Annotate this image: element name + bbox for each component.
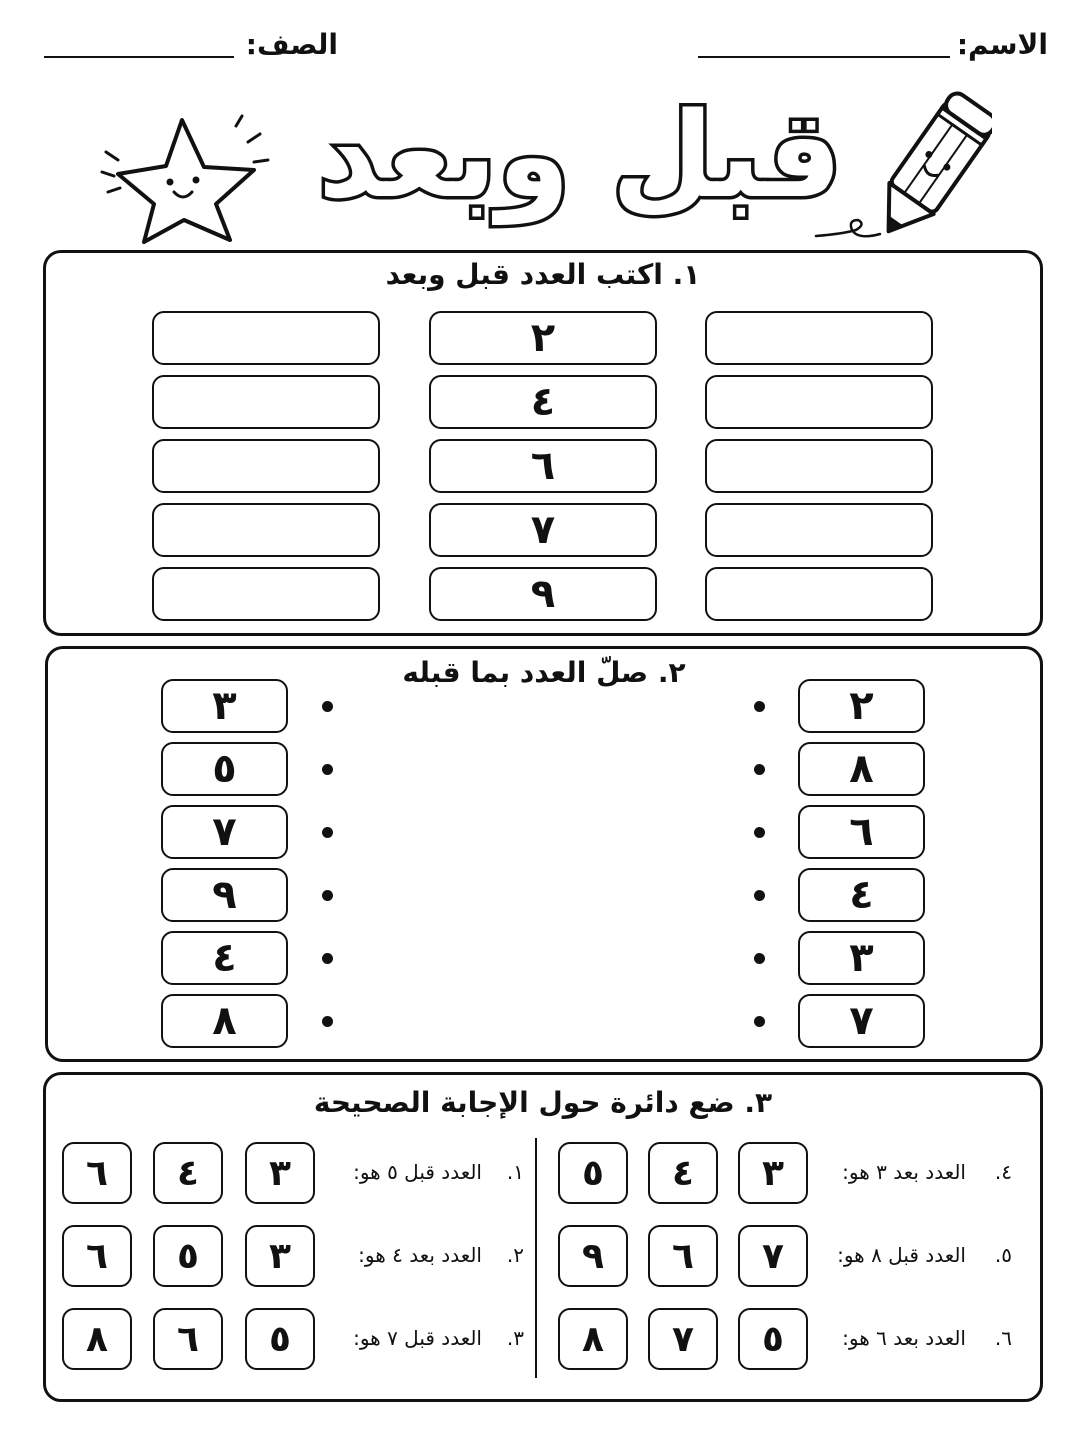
answer-choice[interactable]: ٣ [245, 1225, 315, 1287]
answer-choice[interactable]: ٣ [738, 1142, 808, 1204]
match-right-dot[interactable] [754, 764, 765, 775]
name-label: الاسم: [956, 28, 1048, 61]
before-answer-box[interactable] [152, 503, 380, 557]
class-label: الصف: [245, 28, 338, 61]
match-right-dot[interactable] [754, 890, 765, 901]
question-number: ٣. [506, 1326, 524, 1350]
answer-choice[interactable]: ٨ [558, 1308, 628, 1370]
answer-choice[interactable]: ٧ [648, 1308, 718, 1370]
given-number-box: ٤ [429, 375, 657, 429]
after-answer-box[interactable] [705, 375, 933, 429]
answer-choice[interactable]: ٦ [62, 1142, 132, 1204]
question-number: ٥. [994, 1243, 1012, 1267]
after-answer-box[interactable] [705, 311, 933, 365]
answer-choice[interactable]: ٦ [62, 1225, 132, 1287]
before-answer-box[interactable] [152, 375, 380, 429]
question-text: العدد بعد ٦ هو: [842, 1326, 966, 1350]
question-number: ٤. [994, 1160, 1012, 1184]
before-answer-box[interactable] [152, 567, 380, 621]
match-left-number: ٣ [161, 679, 288, 733]
answer-choice[interactable]: ٩ [558, 1225, 628, 1287]
match-left-dot[interactable] [322, 827, 333, 838]
answer-choice[interactable]: ٦ [153, 1308, 223, 1370]
match-left-dot[interactable] [322, 953, 333, 964]
before-answer-box[interactable] [152, 439, 380, 493]
given-number-box: ٢ [429, 311, 657, 365]
match-left-number: ٩ [161, 868, 288, 922]
section-2-title: ٢. صلّ العدد بما قبله [402, 656, 686, 689]
given-number-box: ٩ [429, 567, 657, 621]
answer-choice[interactable]: ٨ [62, 1308, 132, 1370]
answer-choice[interactable]: ٧ [738, 1225, 808, 1287]
match-left-number: ٧ [161, 805, 288, 859]
answer-choice[interactable]: ٥ [738, 1308, 808, 1370]
match-right-number: ٤ [798, 868, 925, 922]
page-title [300, 78, 860, 238]
match-left-number: ٤ [161, 931, 288, 985]
match-right-number: ٢ [798, 679, 925, 733]
after-answer-box[interactable] [705, 439, 933, 493]
section-1-title: ١. اكتب العدد قبل وبعد [385, 258, 701, 291]
page-title-text: قبل وبعد [317, 86, 843, 224]
answer-choice[interactable]: ٥ [558, 1142, 628, 1204]
match-left-dot[interactable] [322, 701, 333, 712]
match-left-number: ٨ [161, 994, 288, 1048]
answer-choice[interactable]: ٥ [245, 1308, 315, 1370]
name-field[interactable] [698, 56, 950, 58]
section-3-divider [535, 1138, 537, 1378]
match-left-dot[interactable] [322, 764, 333, 775]
answer-choice[interactable]: ٤ [153, 1142, 223, 1204]
given-number-box: ٦ [429, 439, 657, 493]
match-right-number: ٣ [798, 931, 925, 985]
question-text: العدد قبل ٧ هو: [353, 1326, 482, 1350]
match-right-dot[interactable] [754, 701, 765, 712]
answer-choice[interactable]: ٣ [245, 1142, 315, 1204]
after-answer-box[interactable] [705, 567, 933, 621]
match-right-number: ٦ [798, 805, 925, 859]
question-number: ٦. [994, 1326, 1012, 1350]
section-3-title: ٣. ضع دائرة حول الإجابة الصحيحة [313, 1086, 773, 1119]
answer-choice[interactable]: ٥ [153, 1225, 223, 1287]
answer-choice[interactable]: ٦ [648, 1225, 718, 1287]
question-text: العدد بعد ٣ هو: [842, 1160, 966, 1184]
question-number: ٢. [506, 1243, 524, 1267]
match-right-dot[interactable] [754, 827, 765, 838]
class-field[interactable] [44, 56, 234, 58]
given-number-box: ٧ [429, 503, 657, 557]
question-number: ١. [506, 1160, 524, 1184]
match-left-dot[interactable] [322, 1016, 333, 1027]
match-right-number: ٨ [798, 742, 925, 796]
match-left-dot[interactable] [322, 890, 333, 901]
question-text: العدد قبل ٨ هو: [837, 1243, 966, 1267]
smiling-star-icon [96, 112, 276, 247]
match-right-dot[interactable] [754, 953, 765, 964]
before-answer-box[interactable] [152, 311, 380, 365]
question-text: العدد بعد ٤ هو: [358, 1243, 482, 1267]
match-right-dot[interactable] [754, 1016, 765, 1027]
answer-choice[interactable]: ٤ [648, 1142, 718, 1204]
match-left-number: ٥ [161, 742, 288, 796]
smiling-pencil-icon [812, 84, 992, 250]
match-right-number: ٧ [798, 994, 925, 1048]
question-text: العدد قبل ٥ هو: [353, 1160, 482, 1184]
after-answer-box[interactable] [705, 503, 933, 557]
